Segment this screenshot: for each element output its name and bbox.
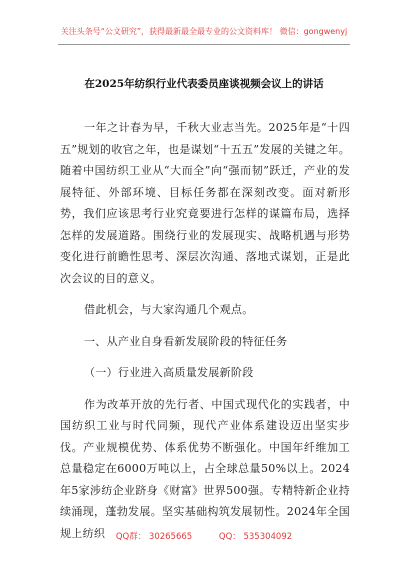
footer-contact (0, 532, 408, 542)
header-divider (58, 44, 350, 45)
subsection-heading: （一）行业进入高质量发展新阶段 (84, 366, 254, 379)
paragraph-transition: 借此机会，与大家沟通几个观点。 (84, 303, 254, 316)
section-heading: 一、从产业自身看新发展阶段的特征任务 (84, 334, 288, 348)
document-body (60, 117, 350, 544)
footer-qq-group: QQ群： 30265665 (115, 532, 193, 542)
footer-qq: QQ： 535304092 (218, 532, 293, 542)
paragraph-body: 作为改革开放的先行者、中国式现代化的实践者，中国纺织工业与时代同频，现代产业体系建设迈出坚实步伐。产业规模优势、体系优势不断强化。中国年纤维加工总量稳定在6000万吨以上，占全球总量50%以上。2024年5家涉纺企业跻身《财富》世界500强。专精特新企业持续涌现，蓬勃发展。坚实基础构筑发展韧性。2024年全国规上纺织 (60, 397, 350, 540)
header-banner: 关注头条号“公文研究”，获得最新最全最专业的公文资料库！ 微信：gongwenyj (60, 27, 348, 36)
document-title: 在2025年纺织行业代表委员座谈视频会议上的讲话 (84, 78, 324, 90)
paragraph-intro: 一年之计春为早，千秋大业志当先。2025年是“十四五”规划的收官之年，也是谋划“十五五”发展的关键之年。随着中国纺织工业从“大而全”向“强而韧”跃迁，产业的发展特征、外部环境、目标任务都在深刻改变。面对新形势，我们应该思考行业究竟要进行怎样的谋篇布局，选择怎样的发展道路。围绕行业的发展现实、战略机遇与形势变化进行前瞻性思考、深层次沟通、落地式谋划，正是此次会议的目的意义。 (60, 121, 350, 285)
